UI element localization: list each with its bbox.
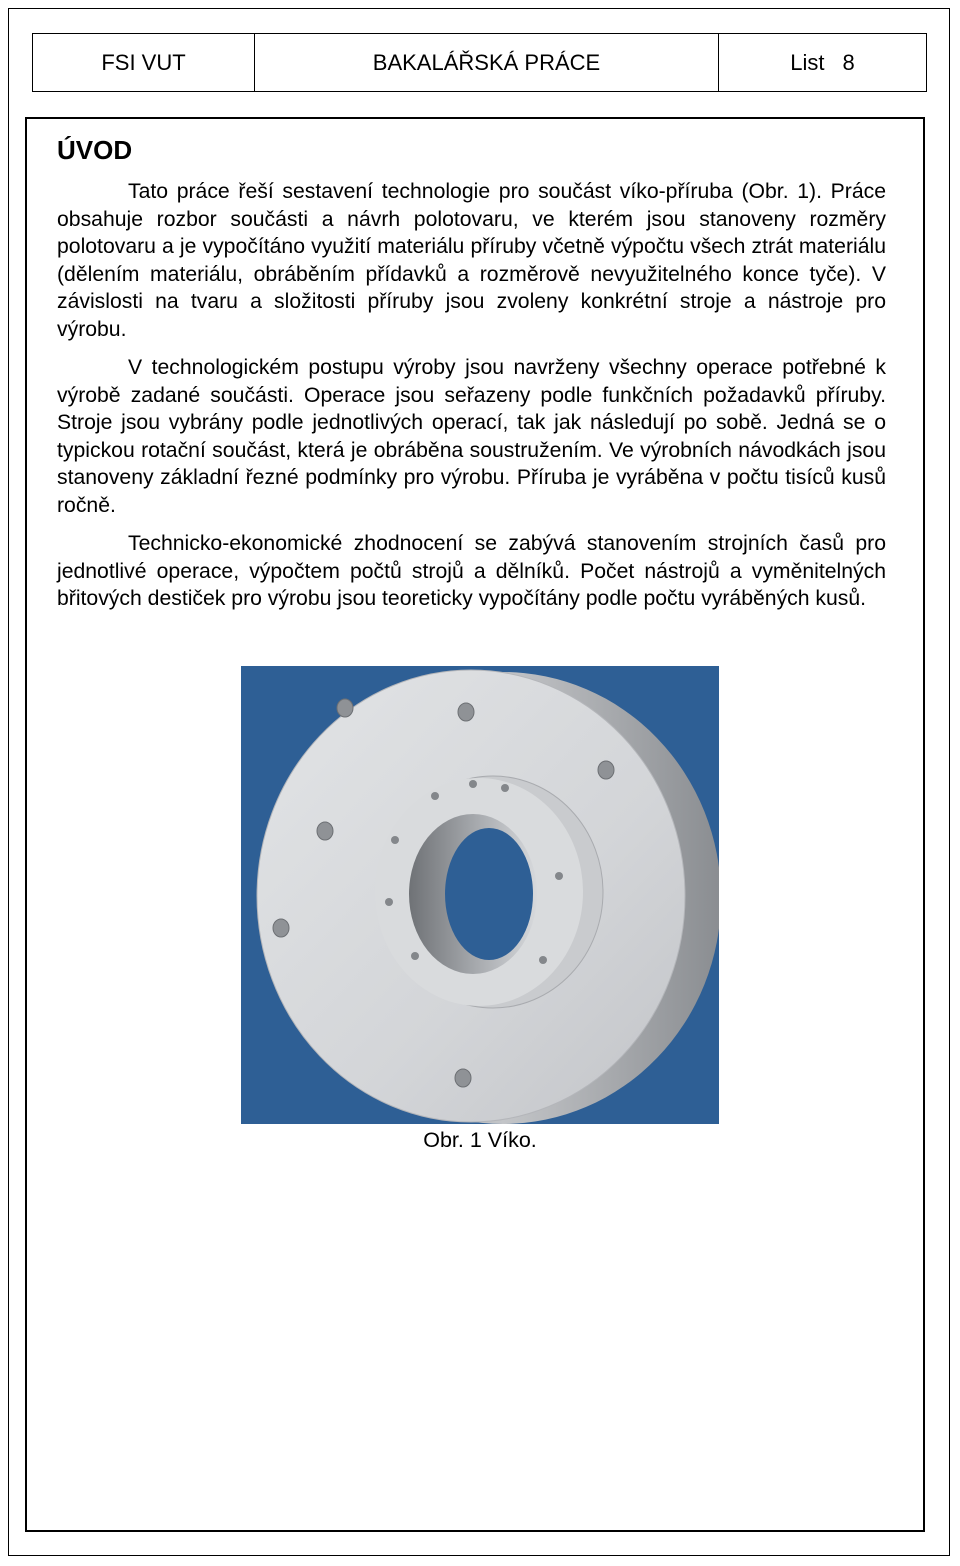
outer-bolt-hole: [317, 822, 333, 840]
inner-bolt-hole: [391, 836, 399, 844]
inner-bolt-hole: [411, 952, 419, 960]
header-institution: FSI VUT: [33, 34, 255, 91]
flange-render-image: [241, 666, 719, 1124]
header-page-label: List: [790, 49, 825, 75]
paragraph-technology: V technologickém postupu výroby jsou navrženy všechny operace potřebné k výrobě zadané součásti. Operace jsou seřazeny podle funkčních požadavků příruby. Stroje jsou vybrány podle jednotlivých operací, tak jak následují po sobě. Jedná se o typickou rotační součást, která je obráběna soustružením. Ve výrobních návodkách jsou stanoveny základní řezné podmínky pro výrobu. Příruba je vyráběna v počtu tisíců kusů ročně.: [57, 356, 886, 517]
outer-bolt-hole: [337, 699, 353, 717]
header-page: [719, 34, 926, 91]
outer-bolt-hole: [273, 919, 289, 937]
outer-bolt-hole: [458, 703, 474, 721]
header-page-number: 8: [842, 49, 855, 75]
page-header: [32, 33, 927, 92]
flange-figure: [241, 666, 719, 1124]
section-heading: ÚVOD: [57, 135, 133, 165]
paragraph-intro: Tato práce řeší sestavení technologie pro součást víko-příruba (Obr. 1). Práce obsahuje rozbor součásti a návrh polotovaru, ve kterém jsou stanoveny rozměry polotovaru a je vypočítáno využití materiálu příruby včetně výpočtu všech ztrát materiálu (dělením materiálu, obráběním přídavků a rozměrově nevyužitelného konce tyče). V závislosti na tvaru a složitosti příruby jsou zvoleny konkrétní stroje a nástroje pro výrobu.: [57, 180, 886, 341]
flange-bore-opening: [445, 828, 533, 960]
inner-bolt-hole: [501, 784, 509, 792]
inner-bolt-hole: [539, 956, 547, 964]
inner-bolt-hole: [431, 792, 439, 800]
paragraph-economics: Technicko-ekonomické zhodnocení se zabývá stanovením strojních časů pro jednotlivé operace, výpočtem počtů strojů a dělníků. Počet nástrojů a vyměnitelných břitových destiček pro výrobu jsou teoreticky vypočítány podle počtu vyráběných kusů.: [57, 532, 886, 610]
figure-caption: Obr. 1 Víko.: [423, 1128, 537, 1152]
outer-bolt-hole: [598, 761, 614, 779]
inner-bolt-hole: [555, 872, 563, 880]
header-document-type: BAKALÁŘSKÁ PRÁCE: [255, 34, 719, 91]
outer-bolt-hole: [455, 1069, 471, 1087]
inner-bolt-hole: [385, 898, 393, 906]
inner-bolt-hole: [469, 780, 477, 788]
